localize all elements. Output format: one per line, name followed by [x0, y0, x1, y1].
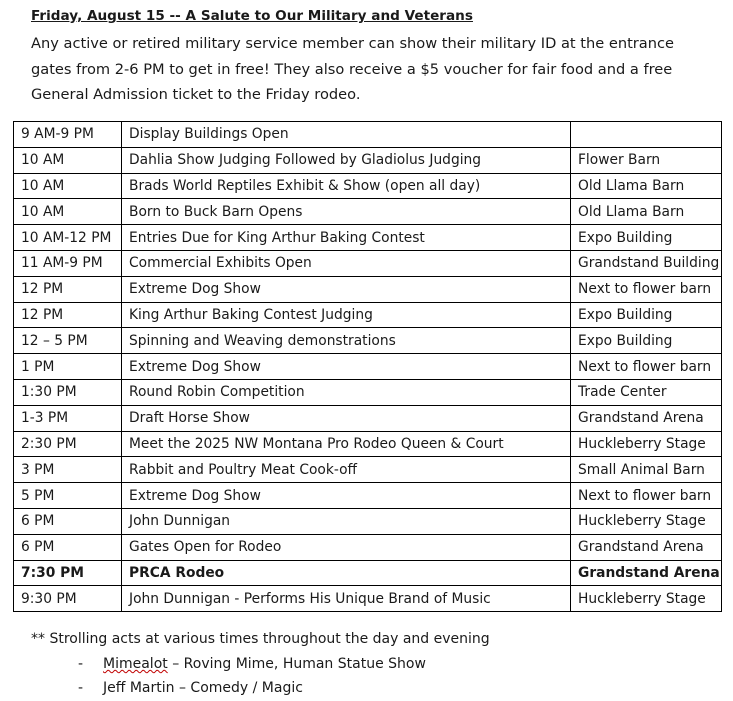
- schedule-row: [14, 534, 722, 560]
- schedule-location-cell: [571, 122, 722, 148]
- schedule-row: [14, 508, 722, 534]
- schedule-event-cell: Spinning and Weaving demonstrations: [122, 328, 571, 354]
- act-name: Jeff Martin: [103, 680, 175, 696]
- schedule-row: [14, 457, 722, 483]
- schedule-location-cell: Grandstand Building: [571, 250, 722, 276]
- schedule-location-cell: Huckleberry Stage: [571, 431, 722, 457]
- schedule-event-cell: Dahlia Show Judging Followed by Gladiolus Judging: [122, 147, 571, 173]
- schedule-location-cell: Next to flower barn: [571, 483, 722, 509]
- schedule-row: [14, 379, 722, 405]
- schedule-event-cell: Round Robin Competition: [122, 379, 571, 405]
- schedule-row: [14, 354, 722, 380]
- intro-paragraph: Any active or retired military service member can show their military ID at the entrance gates from 2-6 PM to get in free! They also receive a $5 voucher for fair food and a free General Admission ticket to the Friday rodeo.: [31, 35, 674, 103]
- schedule-row: [14, 586, 722, 612]
- schedule-time-cell: 1:30 PM: [14, 379, 122, 405]
- schedule-time-cell: 12 – 5 PM: [14, 328, 122, 354]
- schedule-time-cell: 9:30 PM: [14, 586, 122, 612]
- schedule-row: [14, 276, 722, 302]
- schedule-event-cell: Born to Buck Barn Opens: [122, 199, 571, 225]
- schedule-location-cell: Old Llama Barn: [571, 199, 722, 225]
- schedule-location-cell: Expo Building: [571, 302, 722, 328]
- schedule-event-cell: Rabbit and Poultry Meat Cook-off: [122, 457, 571, 483]
- list-bullet: -: [78, 680, 84, 696]
- schedule-event-cell: John Dunnigan: [122, 508, 571, 534]
- schedule-row: [14, 147, 722, 173]
- strolling-acts-note: ** Strolling acts at various times throughout the day and evening: [31, 631, 490, 647]
- schedule-location-cell: Next to flower barn: [571, 276, 722, 302]
- schedule-location-cell: Expo Building: [571, 225, 722, 251]
- schedule-location-cell: Grandstand Arena: [571, 534, 722, 560]
- act-detail: – Roving Mime, Human Statue Show: [167, 656, 426, 672]
- schedule-row: [14, 328, 722, 354]
- schedule-time-cell: 2:30 PM: [14, 431, 122, 457]
- schedule-time-cell: 10 AM: [14, 173, 122, 199]
- schedule-time-cell: 6 PM: [14, 508, 122, 534]
- schedule-row: [14, 250, 722, 276]
- schedule-event-cell: Draft Horse Show: [122, 405, 571, 431]
- schedule-row: [14, 122, 722, 148]
- schedule-location-cell: Small Animal Barn: [571, 457, 722, 483]
- schedule-row: [14, 199, 722, 225]
- schedule-time-cell: 3 PM: [14, 457, 122, 483]
- schedule-location-cell: Grandstand Arena: [571, 560, 722, 586]
- schedule-time-cell: 12 PM: [14, 302, 122, 328]
- schedule-time-cell: 5 PM: [14, 483, 122, 509]
- schedule-location-cell: Expo Building: [571, 328, 722, 354]
- schedule-event-cell: John Dunnigan - Performs His Unique Brand of Music: [122, 586, 571, 612]
- strolling-act-item: [78, 656, 426, 672]
- schedule-location-cell: Huckleberry Stage: [571, 508, 722, 534]
- schedule-row: [14, 302, 722, 328]
- schedule-location-cell: Flower Barn: [571, 147, 722, 173]
- schedule-event-cell: Extreme Dog Show: [122, 276, 571, 302]
- schedule-event-cell: Meet the 2025 NW Montana Pro Rodeo Queen & Court: [122, 431, 571, 457]
- schedule-time-cell: 11 AM-9 PM: [14, 250, 122, 276]
- schedule-location-cell: Huckleberry Stage: [571, 586, 722, 612]
- schedule-event-cell: Entries Due for King Arthur Baking Contest: [122, 225, 571, 251]
- act-name: Mimealot: [103, 656, 168, 672]
- schedule-time-cell: 12 PM: [14, 276, 122, 302]
- schedule-time-cell: 1 PM: [14, 354, 122, 380]
- schedule-time-cell: 7:30 PM: [14, 560, 122, 586]
- schedule-table: [13, 121, 722, 612]
- schedule-event-cell: PRCA Rodeo: [122, 560, 571, 586]
- schedule-row: [14, 405, 722, 431]
- schedule-time-cell: 10 AM: [14, 199, 122, 225]
- schedule-time-cell: 10 AM-12 PM: [14, 225, 122, 251]
- schedule-event-cell: Display Buildings Open: [122, 122, 571, 148]
- schedule-time-cell: 9 AM-9 PM: [14, 122, 122, 148]
- schedule-time-cell: 10 AM: [14, 147, 122, 173]
- schedule-row: [14, 173, 722, 199]
- schedule-row: [14, 431, 722, 457]
- schedule-table-body: [14, 122, 722, 612]
- act-detail: – Comedy / Magic: [174, 680, 303, 696]
- schedule-location-cell: Next to flower barn: [571, 354, 722, 380]
- schedule-location-cell: Old Llama Barn: [571, 173, 722, 199]
- schedule-event-cell: King Arthur Baking Contest Judging: [122, 302, 571, 328]
- schedule-event-cell: Extreme Dog Show: [122, 354, 571, 380]
- page-heading: Friday, August 15 -- A Salute to Our Military and Veterans: [31, 8, 473, 24]
- schedule-location-cell: Trade Center: [571, 379, 722, 405]
- schedule-row: [14, 560, 722, 586]
- schedule-time-cell: 1-3 PM: [14, 405, 122, 431]
- schedule-row: [14, 483, 722, 509]
- schedule-row: [14, 225, 722, 251]
- schedule-event-cell: Brads World Reptiles Exhibit & Show (open all day): [122, 173, 571, 199]
- list-bullet: -: [78, 656, 84, 672]
- schedule-time-cell: 6 PM: [14, 534, 122, 560]
- strolling-act-item: [78, 680, 303, 696]
- schedule-location-cell: Grandstand Arena: [571, 405, 722, 431]
- schedule-event-cell: Commercial Exhibits Open: [122, 250, 571, 276]
- schedule-event-cell: Extreme Dog Show: [122, 483, 571, 509]
- schedule-event-cell: Gates Open for Rodeo: [122, 534, 571, 560]
